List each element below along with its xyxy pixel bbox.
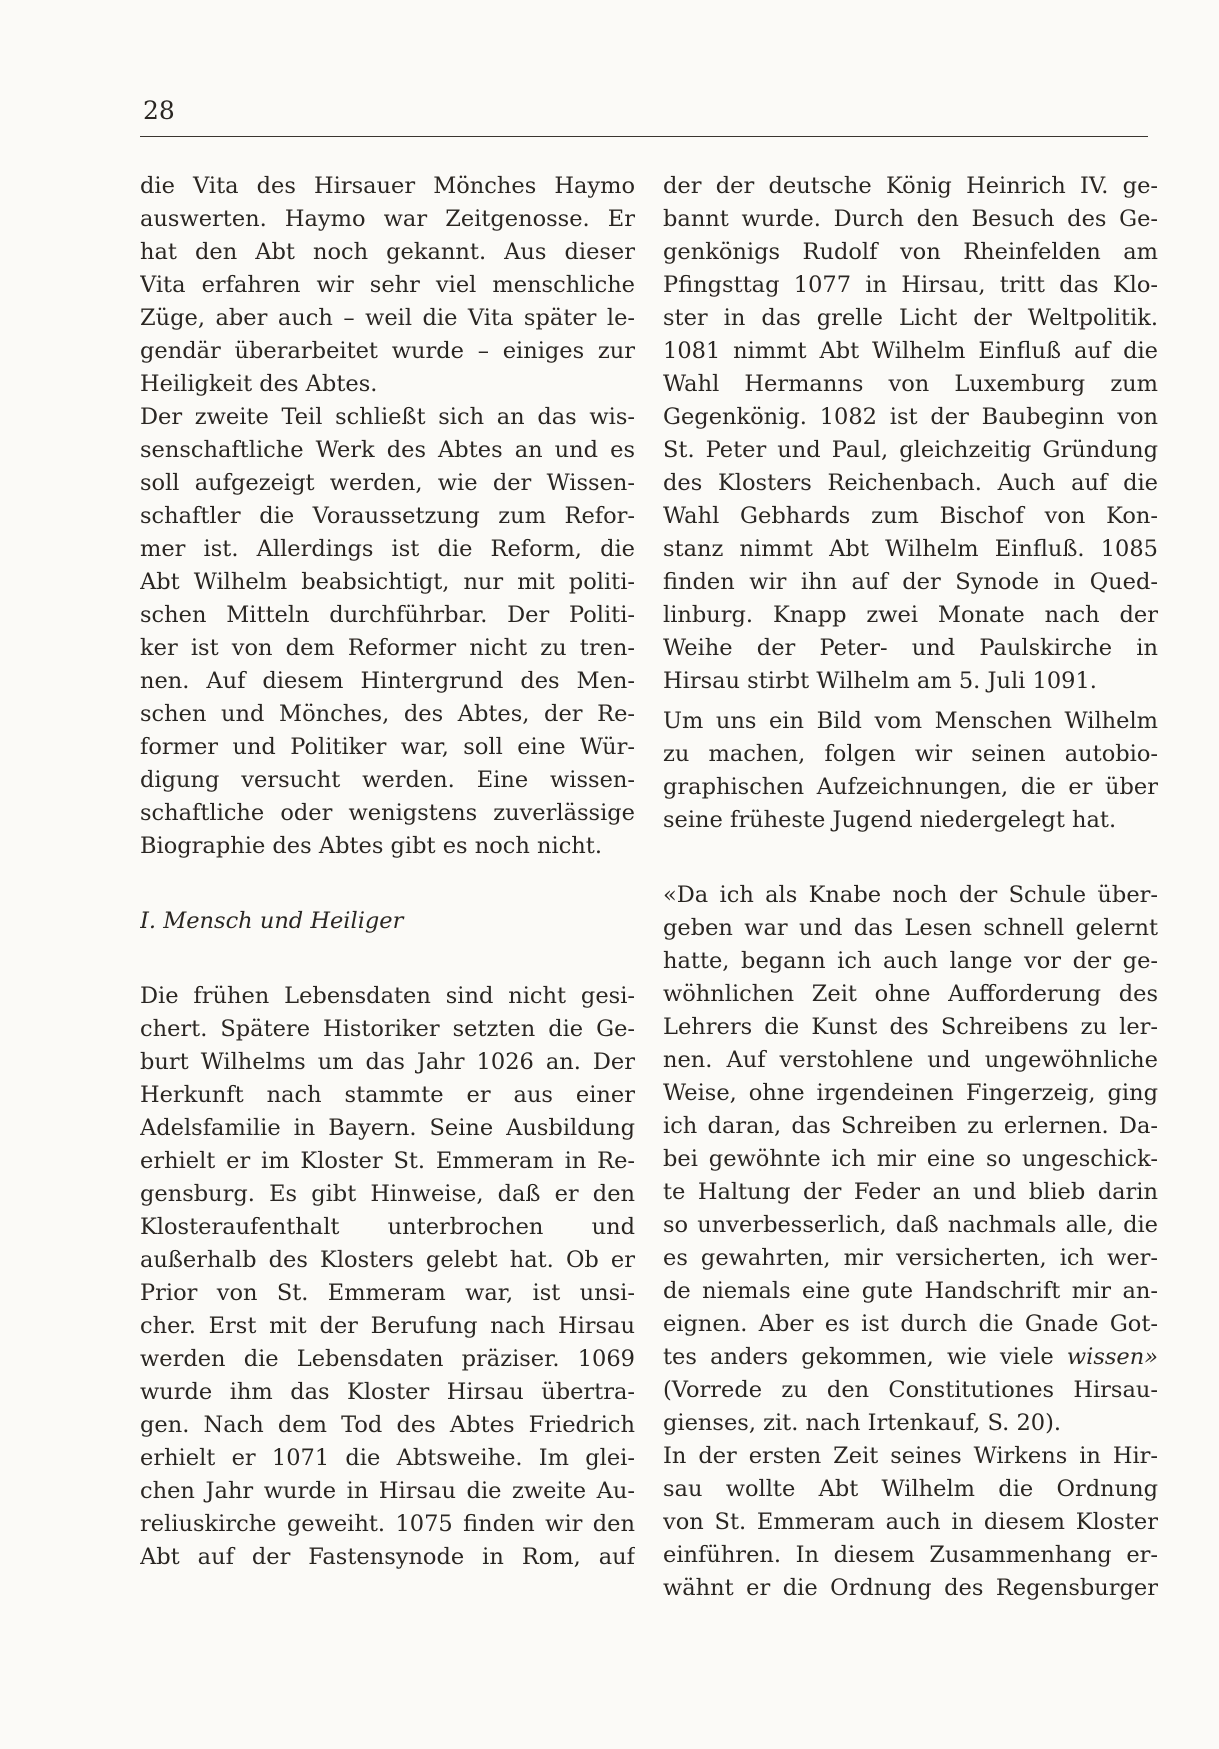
text-line: werden die Lebensdaten präziser. 1069 <box>140 1346 635 1372</box>
text-line: te Haltung der Feder an und blieb darin <box>663 1179 1158 1205</box>
text-line: de niemals eine gute Handschrift mir an- <box>663 1278 1158 1304</box>
text-line: wöhnlichen Zeit ohne Aufforderung des <box>663 981 1158 1007</box>
text-line: schen Mitteln durchführbar. Der Politi- <box>140 602 635 628</box>
quote-block <box>663 879 1158 1440</box>
text-line: Vita erfahren wir sehr viel menschliche <box>140 272 635 298</box>
text-line: eignen. Aber es ist durch die Gnade Got- <box>663 1311 1158 1337</box>
text-line: gendär überarbeitet wurde – einiges zur <box>140 338 635 364</box>
left-paragraph-2 <box>140 401 635 863</box>
section-heading: I. Mensch und Heiliger <box>140 908 404 934</box>
text-line: bannt wurde. Durch den Besuch des Ge- <box>663 206 1158 232</box>
text-line: schen und Mönches, des Abtes, der Re- <box>140 701 635 727</box>
text-line: 1081 nimmt Abt Wilhelm Einfluß auf die <box>663 338 1158 364</box>
text-line: der der deutsche König Heinrich IV. ge- <box>663 173 1158 199</box>
text-line: wähnt er die Ordnung des Regensburger <box>663 1575 1158 1601</box>
quote-end-italic: wissen» <box>1066 1344 1158 1370</box>
text-line: Der zweite Teil schließt sich an das wis- <box>140 404 635 430</box>
text-line: Wahl Gebhards zum Bischof von Kon- <box>663 503 1158 529</box>
text-line: von St. Emmeram auch in diesem Kloster <box>663 1509 1158 1535</box>
text-line: es gewahrten, mir versicherten, ich wer- <box>663 1245 1158 1271</box>
text-line: zu machen, folgen wir seinen autobio- <box>663 741 1158 767</box>
text-line: former und Politiker war, soll eine Wür- <box>140 734 635 760</box>
text-line: Pfingsttag 1077 in Hirsau, tritt das Klo- <box>663 272 1158 298</box>
text-line: auswerten. Haymo war Zeitgenosse. Er <box>140 206 635 232</box>
text-line: Weise, ohne irgendeinen Fingerzeig, ging <box>663 1080 1158 1106</box>
text-line: Gegenkönig. 1082 ist der Baubeginn von <box>663 404 1158 430</box>
text-line: sau wollte Abt Wilhelm die Ordnung <box>663 1476 1158 1502</box>
text-line: einführen. In diesem Zusammenhang er- <box>663 1542 1158 1568</box>
text-line: nen. Auf diesem Hintergrund des Men- <box>140 668 635 694</box>
quote-end-text: tes anders gekommen, wie viele <box>663 1344 1054 1370</box>
text-line: Herkunft nach stammte er aus einer <box>140 1082 635 1108</box>
text-line: St. Peter und Paul, gleichzeitig Gründung <box>663 437 1158 463</box>
text-line: graphischen Aufzeichnungen, die er über <box>663 774 1158 800</box>
text-line: Wahl Hermanns von Luxemburg zum <box>663 371 1158 397</box>
text-line: linburg. Knapp zwei Monate nach der <box>663 602 1158 628</box>
header-rule <box>140 136 1148 137</box>
text-line: senschaftliche Werk des Abtes an und es <box>140 437 635 463</box>
text-line: «Da ich als Knabe noch der Schule über- <box>663 882 1158 908</box>
text-line: soll aufgezeigt werden, wie der Wissen- <box>140 470 635 496</box>
text-line: ker ist von dem Reformer nicht zu tren- <box>140 635 635 661</box>
text-line: erhielt er 1071 die Abtsweihe. Im glei- <box>140 1445 635 1471</box>
text-line: bei gewöhnte ich mir eine so ungeschick- <box>663 1146 1158 1172</box>
text-line: Heiligkeit des Abtes. <box>140 371 378 397</box>
text-line: außerhalb des Klosters gelebt hat. Ob er <box>140 1247 635 1273</box>
text-line: gienses, zit. nach Irtenkauf, S. 20). <box>663 1410 1062 1436</box>
text-line: Abt Wilhelm beabsichtigt, nur mit politi- <box>140 569 635 595</box>
text-line: chen Jahr wurde in Hirsau die zweite Au- <box>140 1478 635 1504</box>
text-line: ich daran, das Schreiben zu erlernen. Da- <box>663 1113 1158 1139</box>
text-line: (Vorrede zu den Constitutiones Hirsau- <box>663 1377 1158 1403</box>
left-paragraph-1 <box>140 170 635 401</box>
right-column <box>663 170 1158 1605</box>
text-line: burt Wilhelms um das Jahr 1026 an. Der <box>140 1049 635 1075</box>
page-number: 28 <box>143 96 175 125</box>
text-line: stanz nimmt Abt Wilhelm Einfluß. 1085 <box>663 536 1158 562</box>
text-line: Hirsau stirbt Wilhelm am 5. Juli 1091. <box>663 668 1097 694</box>
text-line: Um uns ein Bild vom Menschen Wilhelm <box>663 708 1158 734</box>
text-line: Lehrers die Kunst des Schreibens zu ler- <box>663 1014 1158 1040</box>
text-line: des Klosters Reichenbach. Auch auf die <box>663 470 1158 496</box>
quote-end-line <box>663 1341 1158 1374</box>
text-line: schaftler die Voraussetzung zum Refor- <box>140 503 635 529</box>
right-paragraph-1 <box>663 170 1158 698</box>
text-line: seine früheste Jugend niedergelegt hat. <box>663 807 1117 833</box>
text-line: Weihe der Peter- und Paulskirche in <box>663 635 1158 661</box>
text-line: hatte, begann ich auch lange vor der ge- <box>663 948 1158 974</box>
text-line: Prior von St. Emmeram war, ist unsi- <box>140 1280 635 1306</box>
text-line: In der ersten Zeit seines Wirkens in Hir- <box>663 1443 1158 1469</box>
text-line: wurde ihm das Kloster Hirsau übertra- <box>140 1379 635 1405</box>
text-line: cher. Erst mit der Berufung nach Hirsau <box>140 1313 635 1339</box>
left-column <box>140 170 635 1574</box>
text-line: gensburg. Es gibt Hinweise, daß er den <box>140 1181 635 1207</box>
text-line: digung versucht werden. Eine wissen- <box>140 767 635 793</box>
text-line: reliuskirche geweiht. 1075 finden wir den <box>140 1511 635 1537</box>
text-line: mer ist. Allerdings ist die Reform, die <box>140 536 635 562</box>
right-paragraph-3 <box>663 1440 1158 1605</box>
text-line: erhielt er im Kloster St. Emmeram in Re- <box>140 1148 635 1174</box>
text-line: nen. Auf verstohlene und ungewöhnliche <box>663 1047 1158 1073</box>
text-line: ster in das grelle Licht der Weltpolitik. <box>663 305 1158 331</box>
text-line: die Vita des Hirsauer Mönches Haymo <box>140 173 635 199</box>
left-paragraph-3 <box>140 980 635 1574</box>
right-paragraph-2 <box>663 705 1158 837</box>
text-line: Züge, aber auch – weil die Vita später le- <box>140 305 635 331</box>
text-line: Die frühen Lebensdaten sind nicht gesi- <box>140 983 635 1009</box>
text-line: geben war und das Lesen schnell gelernt <box>663 915 1158 941</box>
text-line: hat den Abt noch gekannt. Aus dieser <box>140 239 635 265</box>
text-line: Klosteraufenthalt unterbrochen und <box>140 1214 635 1240</box>
text-line: Adelsfamilie in Bayern. Seine Ausbildung <box>140 1115 635 1141</box>
text-line: gen. Nach dem Tod des Abtes Friedrich <box>140 1412 635 1438</box>
text-line: Biographie des Abtes gibt es noch nicht. <box>140 833 602 859</box>
text-line: so unverbesserlich, daß nachmals alle, die <box>663 1212 1158 1238</box>
text-line: Abt auf der Fastensynode in Rom, auf <box>140 1544 635 1570</box>
text-line: finden wir ihn auf der Synode in Qued- <box>663 569 1158 595</box>
text-line: chert. Spätere Historiker setzten die Ge- <box>140 1016 635 1042</box>
text-line: genkönigs Rudolf von Rheinfelden am <box>663 239 1158 265</box>
text-line: schaftliche oder wenigstens zuverlässige <box>140 800 635 826</box>
